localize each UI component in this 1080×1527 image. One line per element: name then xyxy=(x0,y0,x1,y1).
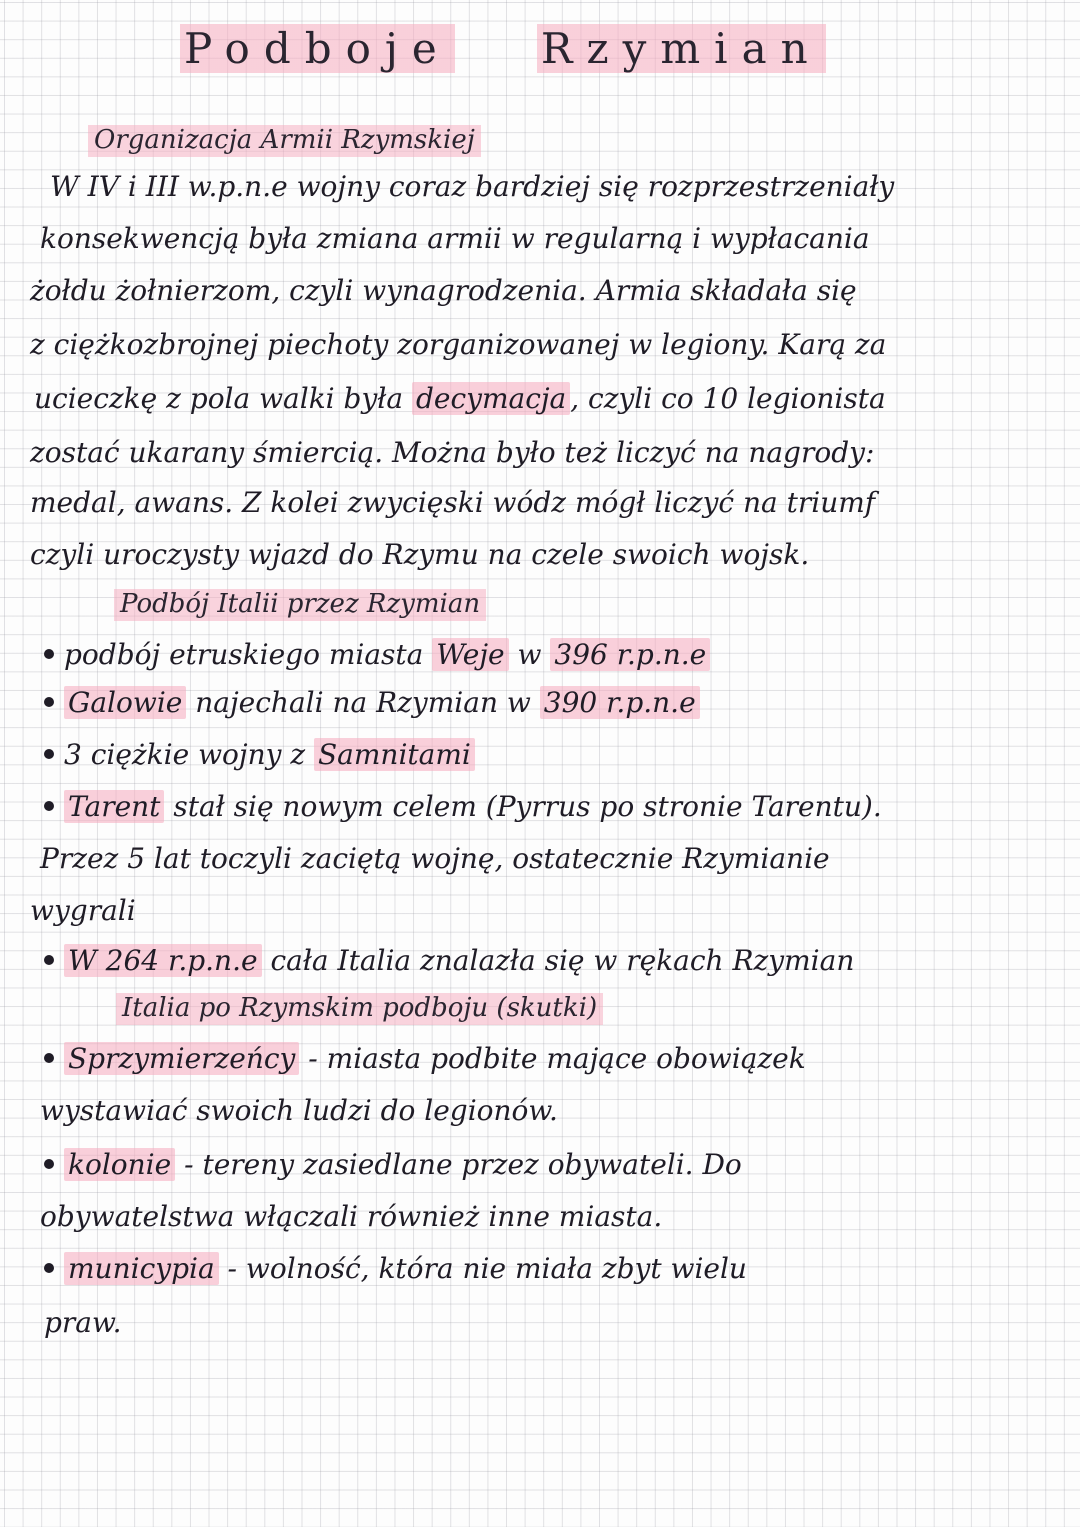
bullet-dot xyxy=(44,801,54,811)
section-heading-effects-text: Italia po Rzymskim podboju (skutki) xyxy=(116,993,603,1025)
conquest-bullet-2 xyxy=(44,684,700,722)
title-word-1: Podboje xyxy=(180,24,455,73)
term-kolonie: kolonie xyxy=(64,1148,175,1181)
bullet-dot xyxy=(44,1263,54,1273)
conquest-bullet-4-line-2: Przez 5 lat toczyli zaciętą wojnę, ostatecznie Rzymianie xyxy=(40,842,830,875)
conquest-bullet-5 xyxy=(44,942,854,980)
army-line-5-start: ucieczkę z pola walki była xyxy=(34,382,404,415)
term-samnitami: Samnitami xyxy=(314,738,475,771)
army-line-5 xyxy=(34,380,886,418)
term-municypia: municypia xyxy=(64,1252,219,1285)
conquest-bullet-4 xyxy=(44,788,882,826)
page-title xyxy=(180,14,820,84)
title-word-2: Rzymian xyxy=(537,24,826,73)
bullet-dot xyxy=(44,955,54,965)
effects-bullet-3-rest: - wolność, która nie miała zbyt wielu xyxy=(218,1252,747,1285)
bullet-dot xyxy=(44,1053,54,1063)
conquest-bullet-5-rest: cała Italia znalazła się w rękach Rzymian xyxy=(261,944,855,977)
section-heading-army xyxy=(88,122,481,158)
date-390: 390 r.p.n.e xyxy=(540,686,700,719)
effects-bullet-1-rest: - miasta podbite mające obowiązek xyxy=(299,1042,806,1075)
conquest-bullet-1 xyxy=(44,636,710,674)
section-heading-army-text: Organizacja Armii Rzymskiej xyxy=(88,125,481,157)
army-line-4: z ciężkozbrojnej piechoty zorganizowanej w legiony. Karą za xyxy=(30,328,887,361)
term-tarent: Tarent xyxy=(64,790,164,823)
effects-bullet-2 xyxy=(44,1146,742,1184)
effects-bullet-3 xyxy=(44,1250,747,1288)
army-line-2: konsekwencją była zmiana armii w regularną i wypłacania xyxy=(40,222,870,255)
bullet-dot xyxy=(44,649,54,659)
bullet-dot xyxy=(44,697,54,707)
term-weje: Weje xyxy=(432,638,508,671)
effects-bullet-1 xyxy=(44,1040,806,1078)
section-heading-conquest xyxy=(114,586,486,622)
army-line-5-rest: , czyli co 10 legionista xyxy=(570,382,886,415)
conquest-bullet-1-pre: podbój etruskiego miasta xyxy=(64,638,433,671)
effects-bullet-1-line-2: wystawiać swoich ludzi do legionów. xyxy=(40,1094,558,1127)
date-264: W 264 r.p.n.e xyxy=(64,944,262,977)
army-line-6: zostać ukarany śmiercią. Można było też liczyć na nagrody: xyxy=(30,436,875,469)
effects-bullet-3-line-2: praw. xyxy=(44,1306,122,1339)
section-heading-effects xyxy=(116,990,603,1026)
conquest-bullet-4-line-3: wygrali xyxy=(30,894,136,927)
bullet-dot xyxy=(44,1159,54,1169)
term-galowie: Galowie xyxy=(64,686,186,719)
bullet-dot xyxy=(44,749,54,759)
date-396: 396 r.p.n.e xyxy=(550,638,710,671)
term-decymacja: decymacja xyxy=(412,382,570,415)
conquest-bullet-4-rest: stał się nowym celem (Pyrrus po stronie Tarentu). xyxy=(164,790,882,823)
army-line-8: czyli uroczysty wjazd do Rzymu na czele swoich wojsk. xyxy=(30,538,810,571)
term-sprzymierzency: Sprzymierzeńcy xyxy=(64,1042,299,1075)
army-line-3: żołdu żołnierzom, czyli wynagrodzenia. Armia składała się xyxy=(30,274,857,307)
conquest-bullet-1-mid: w xyxy=(508,638,551,671)
army-line-7: medal, awans. Z kolei zwycięski wódz mógł liczyć na triumf xyxy=(30,486,876,519)
conquest-bullet-2-mid: najechali na Rzymian w xyxy=(186,686,540,719)
section-heading-conquest-text: Podbój Italii przez Rzymian xyxy=(114,589,486,621)
effects-bullet-2-rest: - tereny zasiedlane przez obywateli. Do xyxy=(175,1148,742,1181)
conquest-bullet-3 xyxy=(44,736,475,774)
conquest-bullet-3-pre: 3 ciężkie wojny z xyxy=(64,738,314,771)
effects-bullet-2-line-2: obywatelstwa włączali również inne miasta. xyxy=(40,1200,663,1233)
army-line-1: W IV i III w.p.n.e wojny coraz bardziej się rozprzestrzeniały xyxy=(50,170,895,203)
